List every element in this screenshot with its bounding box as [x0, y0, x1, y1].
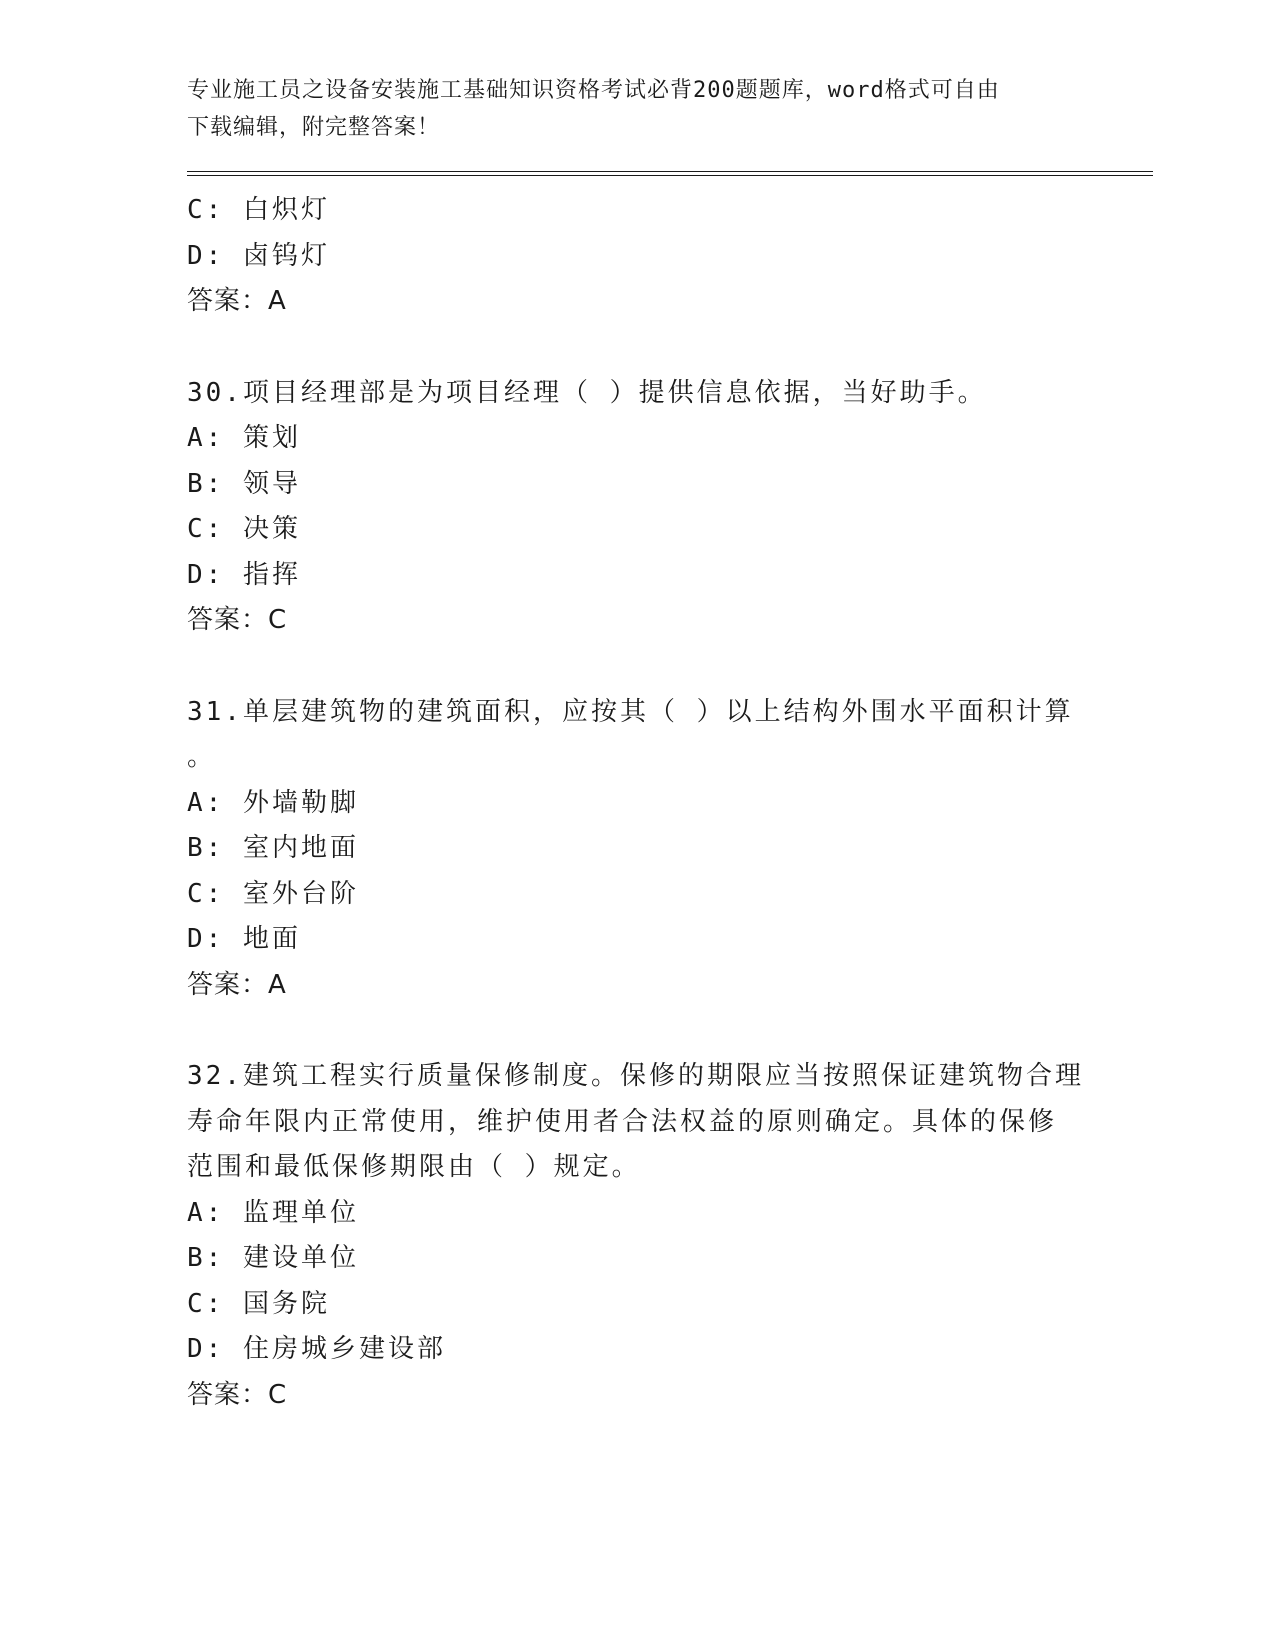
- question-stem-continuation: 范围和最低保修期限由（ ）规定。: [187, 1152, 641, 1182]
- question-30: [187, 371, 1087, 644]
- option-a: [187, 416, 1087, 462]
- option-text: 室内地面: [242, 833, 359, 863]
- header-line-2: 下载编辑，附完整答案！: [187, 115, 441, 140]
- header-divider-top: [187, 171, 1153, 172]
- option-text: 白炽灯: [242, 195, 330, 225]
- option-text: 国务院: [242, 1288, 330, 1319]
- option-text: 地面: [242, 924, 301, 954]
- option-c: [187, 507, 1087, 553]
- option-d: [187, 1327, 1087, 1373]
- document-header: [187, 72, 1087, 146]
- header-divider-bottom: [187, 175, 1153, 176]
- option-label: D:: [187, 1334, 225, 1364]
- option-text: 卤钨灯: [242, 240, 330, 271]
- question-stem-continuation: 。: [187, 742, 217, 772]
- answer-line: 答案：C: [187, 1379, 288, 1410]
- option-label: C:: [187, 878, 225, 909]
- option-text: 住房城乡建设部: [242, 1334, 446, 1364]
- question-stem: 32.建筑工程实行质量保修制度。保修的期限应当按照保证建筑物合理: [187, 1061, 1084, 1091]
- answer-line: 答案：A: [187, 969, 287, 1000]
- option-label: D:: [187, 924, 225, 954]
- question-stem: 30.项目经理部是为项目经理（ ）提供信息依据，当好助手。: [187, 377, 987, 408]
- option-text: 监理单位: [242, 1197, 359, 1228]
- option-label: D:: [187, 559, 225, 590]
- question-stem: 31.单层建筑物的建筑面积，应按其（ ）以上结构外围水平面积计算: [187, 696, 1074, 727]
- option-text: 领导: [242, 468, 301, 499]
- option-label: C:: [187, 514, 225, 544]
- option-label: C:: [187, 195, 225, 225]
- option-b: [187, 462, 1087, 508]
- question-list: [187, 188, 1087, 1418]
- option-d: [187, 917, 1087, 963]
- option-label: A:: [187, 787, 225, 818]
- option-label: B:: [187, 468, 225, 499]
- option-label: B:: [187, 1243, 225, 1273]
- option-label: A:: [187, 1197, 225, 1228]
- option-d: [187, 553, 1087, 599]
- option-b: [187, 1236, 1087, 1282]
- option-d: [187, 234, 1087, 280]
- option-text: 建设单位: [242, 1243, 359, 1273]
- option-c: [187, 872, 1087, 918]
- header-line-1: 专业施工员之设备安装施工基础知识资格考试必背200题题库，word格式可自由: [187, 78, 1000, 103]
- option-text: 决策: [242, 514, 301, 544]
- option-text: 室外台阶: [242, 878, 359, 909]
- option-a: [187, 1191, 1087, 1237]
- question-29-tail: [187, 188, 1087, 325]
- option-b: [187, 826, 1087, 872]
- option-a: [187, 781, 1087, 827]
- answer-line: 答案：A: [187, 286, 287, 316]
- option-text: 指挥: [242, 559, 301, 590]
- option-label: D:: [187, 240, 225, 271]
- option-label: A:: [187, 423, 225, 453]
- question-32: [187, 1054, 1087, 1418]
- option-text: 策划: [242, 423, 301, 453]
- question-stem-continuation: 寿命年限内正常使用，维护使用者合法权益的原则确定。具体的保修: [187, 1106, 1058, 1137]
- option-text: 外墙勒脚: [242, 787, 359, 818]
- question-31: [187, 690, 1087, 1009]
- option-c: [187, 1282, 1087, 1328]
- answer-line: 答案：C: [187, 605, 288, 635]
- option-c: [187, 188, 1087, 234]
- option-label: B:: [187, 833, 225, 863]
- option-label: C:: [187, 1288, 225, 1319]
